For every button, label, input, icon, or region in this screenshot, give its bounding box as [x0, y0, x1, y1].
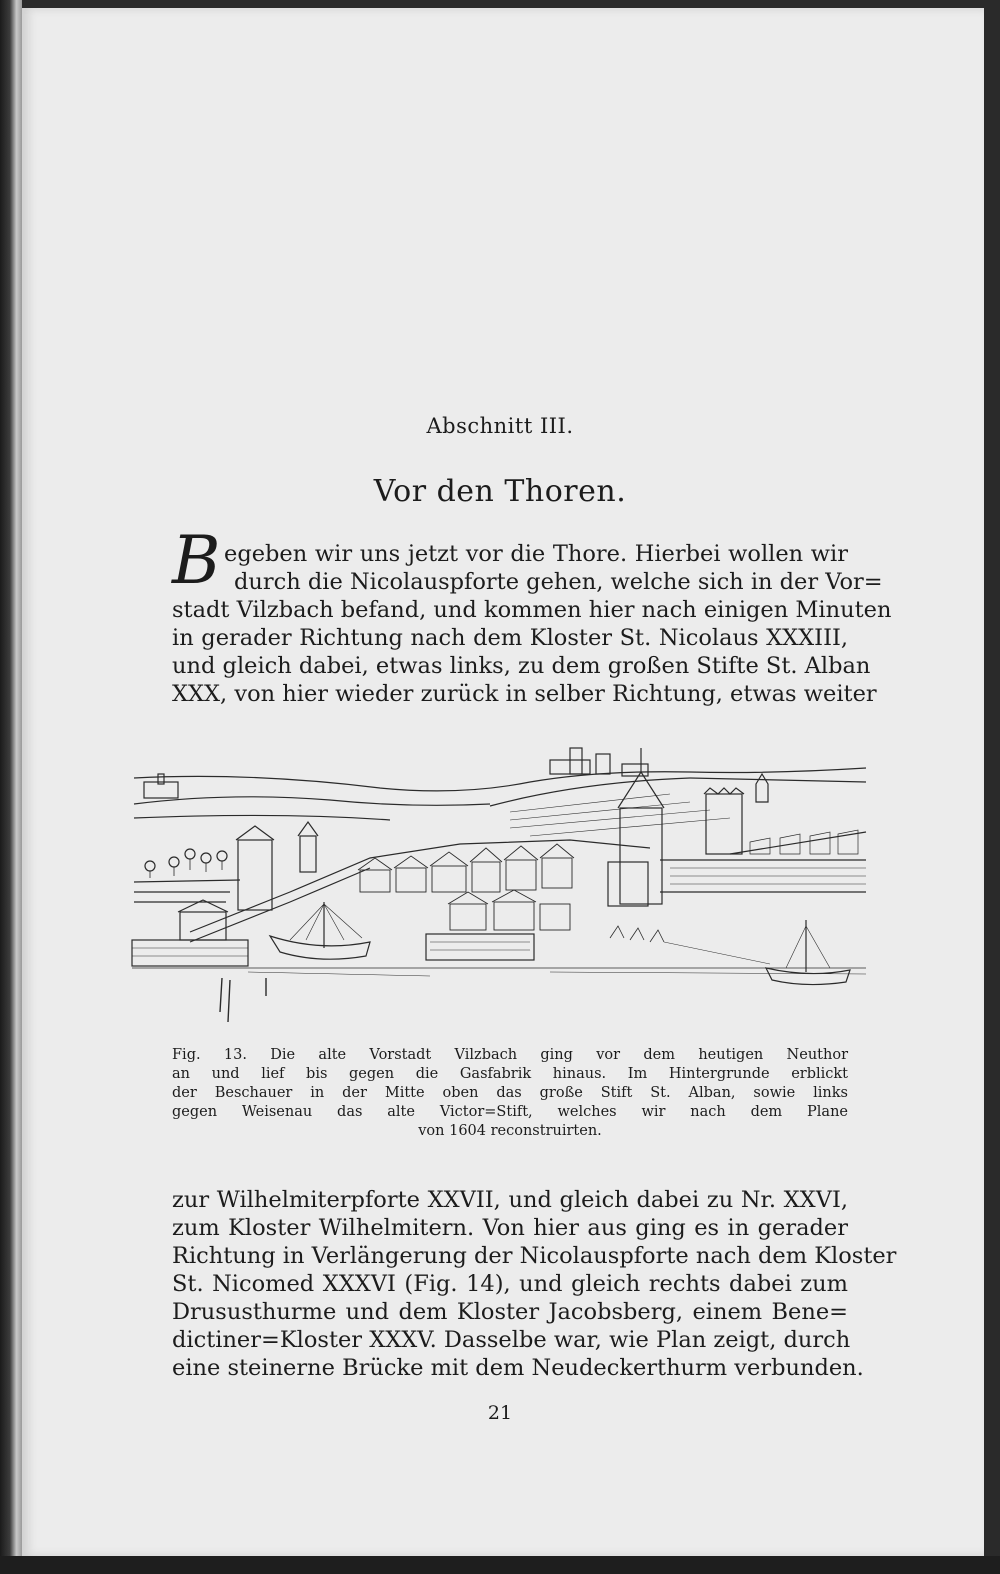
text-line: und gleich dabei, etwas links, zu dem großen Stifte St. Alban [172, 653, 871, 679]
paragraph-1 [172, 540, 892, 708]
text-line: Drususthurme und dem Kloster Jacobsberg, einem Bene= [172, 1299, 848, 1325]
paragraph-2 [172, 1186, 897, 1382]
drop-cap: B [172, 522, 221, 599]
caption-line: an und lief bis gegen die Gasfabrik hinaus. Im Hintergrunde erblickt [172, 1066, 848, 1082]
caption-line: gegen Weisenau das alte Victor=Stift, welches wir nach dem Plane [172, 1104, 848, 1120]
figure-caption [172, 1046, 848, 1141]
caption-line: von 1604 reconstruirten. [418, 1123, 602, 1139]
page-number: 21 [487, 1402, 513, 1424]
text-line: stadt Vilzbach befand, und kommen hier nach einigen Minuten [172, 597, 892, 623]
text-line: egeben wir uns jetzt vor die Thore. Hierbei wollen wir [224, 541, 848, 567]
text-line: St. Nicomed XXXVI (Fig. 14), und gleich rechts dabei zum [172, 1271, 848, 1297]
text-line: Richtung in Verlängerung der Nicolauspforte nach dem Kloster [172, 1243, 897, 1269]
caption-line: der Beschauer in der Mitte oben das große Stift St. Alban, sowie links [172, 1085, 848, 1101]
book-spine [0, 0, 22, 1574]
scan-edge [0, 1556, 1000, 1574]
text-line: in gerader Richtung nach dem Kloster St. Nicolaus XXXIII, [172, 625, 848, 651]
section-heading: Abschnitt III. [426, 414, 574, 438]
text-line: XXX, von hier wieder zurück in selber Richtung, etwas weiter [172, 681, 877, 707]
text-line: dictiner=Kloster XXXV. Dasselbe war, wie Plan zeigt, durch [172, 1327, 851, 1353]
text-line: eine steinerne Brücke mit dem Neudeckerthurm verbunden. [172, 1355, 864, 1381]
text-line: zur Wilhelmiterpforte XXVII, und gleich dabei zu Nr. XXVI, [172, 1187, 848, 1213]
text-line: zum Kloster Wilhelmitern. Von hier aus ging es in gerader [172, 1215, 848, 1241]
vilzbach-engraving [130, 742, 870, 1034]
caption-line: Fig. 13. Die alte Vorstadt Vilzbach ging vor dem heutigen Neuthor [172, 1047, 848, 1063]
chapter-title: Vor den Thoren. [373, 474, 627, 509]
text-line: durch die Nicolauspforte gehen, welche sich in der Vor= [234, 569, 883, 595]
